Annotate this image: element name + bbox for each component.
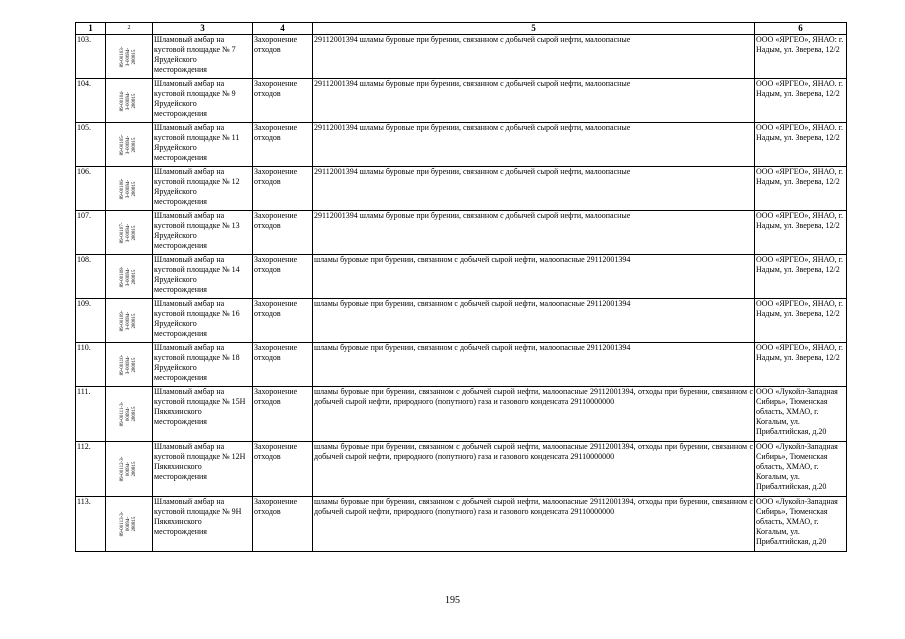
waste-types: шламы буровые при бурении, связанном с добычей сырой нефти, малоопасные 29112001394 — [313, 255, 755, 299]
object-name: Шламовый амбар на кустовой площадке № 16 Ярудейского месторождения — [153, 299, 253, 343]
operator-organization: ООО «ЯРГЕО», ЯНАО, г. Надым, ул. Зверева, 12/2 — [755, 299, 847, 343]
operator-organization: ООО «Лукойл-Западная Сибирь», Тюменская область, ХМАО, г. Когалым, ул. Прибалтийская, д.20 — [755, 442, 847, 497]
object-name: Шламовый амбар на кустовой площадке № 18 Ярудейского месторождения — [153, 343, 253, 387]
object-purpose: Захоронение отходов — [253, 167, 313, 211]
row-number: 106. — [76, 167, 106, 211]
object-name: Шламовый амбар на кустовой площадке № 9 Ярудейского месторождения — [153, 79, 253, 123]
object-name: Шламовый амбар на кустовой площадке № 14 Ярудейского месторождения — [153, 255, 253, 299]
waste-types: шламы буровые при бурении, связанном с добычей сырой нефти, малоопасные 29112001394 — [313, 299, 755, 343]
registry-code: 89-00108- З-00694- 280815 — [120, 266, 137, 287]
row-number: 108. — [76, 255, 106, 299]
registry-code: 89-00109- З-00694- 280815 — [120, 310, 137, 331]
operator-organization: ООО «ЯРГЕО», ЯНАО, г. Надым, ул. Зверева, 12/2 — [755, 211, 847, 255]
waste-types: шламы буровые при бурении, связанном с добычей сырой нефти, малоопасные 29112001394, отходы при бурении, связанном с добычей сырой нефти, природного (попутного) газа и газового конденсата 29110000000 — [313, 442, 755, 497]
row-number: 111. — [76, 387, 106, 442]
object-purpose: Захоронение отходов — [253, 123, 313, 167]
object-purpose: Захоронение отходов — [253, 211, 313, 255]
row-number: 104. — [76, 79, 106, 123]
table-row — [76, 343, 847, 387]
header-col-1: 1 — [76, 23, 106, 35]
registry-code: 89-00107- З-00694- 280815 — [120, 222, 137, 243]
registry-code: 89-00106- З-00694- 280815 — [120, 178, 137, 199]
waste-types: шламы буровые при бурении, связанном с добычей сырой нефти, малоопасные 29112001394, отходы при бурении, связанном с добычей сырой нефти, природного (попутного) газа и газового конденсата 29110000000 — [313, 387, 755, 442]
row-number: 113. — [76, 497, 106, 552]
registry-table — [75, 22, 847, 552]
row-number: 103. — [76, 35, 106, 79]
registry-code: 89-00112-З- 00694- 280815 — [120, 456, 137, 482]
waste-types: 29112001394 шламы буровые при бурении, связанном с добычей сырой нефти, малоопасные — [313, 35, 755, 79]
row-number: 105. — [76, 123, 106, 167]
table-row — [76, 167, 847, 211]
waste-types: 29112001394 шламы буровые при бурении, связанном с добычей сырой нефти, малоопасные — [313, 123, 755, 167]
header-col-4: 4 — [253, 23, 313, 35]
table-row — [76, 497, 847, 552]
object-purpose: Захоронение отходов — [253, 255, 313, 299]
operator-organization: ООО «Лукойл-Западная Сибирь», Тюменская область, ХМАО, г. Когалым, ул. Прибалтийская, д.20 — [755, 387, 847, 442]
operator-organization: ООО «ЯРГЕО», ЯНАО, г. Надым, ул. Зверева, 12/2 — [755, 167, 847, 211]
operator-organization: ООО «ЯРГЕО», ЯНАО, г. Надым, ул. Зверева, 12/2 — [755, 255, 847, 299]
row-number: 110. — [76, 343, 106, 387]
waste-types: 29112001394 шламы буровые при бурении, связанном с добычей сырой нефти, малоопасные — [313, 211, 755, 255]
table-row — [76, 299, 847, 343]
header-col-6: 6 — [755, 23, 847, 35]
row-number: 112. — [76, 442, 106, 497]
registry-code: 89-00111-З- 00694- 280815 — [120, 401, 137, 427]
object-name: Шламовый амбар на кустовой площадке № 12 Ярудейского месторождения — [153, 167, 253, 211]
registry-code: 89-00104- З-00694- 280815 — [120, 90, 137, 111]
object-purpose: Захоронение отходов — [253, 343, 313, 387]
waste-types: шламы буровые при бурении, связанном с добычей сырой нефти, малоопасные 29112001394 — [313, 343, 755, 387]
operator-organization: ООО «ЯРГЕО», ЯНАО. г. Надым, ул. Зверева, 12/2 — [755, 123, 847, 167]
object-purpose: Захоронение отходов — [253, 442, 313, 497]
header-col-2: 2 — [106, 23, 153, 35]
object-purpose: Захоронение отходов — [253, 299, 313, 343]
waste-types: шламы буровые при бурении, связанном с добычей сырой нефти, малоопасные 29112001394, отходы при бурении, связанном с добычей сырой нефти, природного (попутного) газа и газового конденсата 29110000000 — [313, 497, 755, 552]
table-row — [76, 442, 847, 497]
table-row — [76, 123, 847, 167]
row-number: 107. — [76, 211, 106, 255]
table-row — [76, 211, 847, 255]
table-row — [76, 79, 847, 123]
object-name: Шламовый амбар на кустовой площадке № 12Н Пякяхинского месторождения — [153, 442, 253, 497]
operator-organization: ООО «ЯРГЕО», ЯНАО: г. Надым, ул. Зверева, 12/2 — [755, 35, 847, 79]
object-name: Шламовый амбар на кустовой площадке № 9Н Пякяхинского месторождения — [153, 497, 253, 552]
header-col-3: 3 — [153, 23, 253, 35]
object-purpose: Захоронение отходов — [253, 387, 313, 442]
header-row — [76, 23, 847, 35]
object-name: Шламовый амбар на кустовой площадке № 11 Ярудейского месторождения — [153, 123, 253, 167]
row-number: 109. — [76, 299, 106, 343]
table-row — [76, 35, 847, 79]
object-name: Шламовый амбар на кустовой площадке № 13 Ярудейского месторождения — [153, 211, 253, 255]
object-name: Шламовый амбар на кустовой площадке № 7 Ярудейского месторождения — [153, 35, 253, 79]
operator-organization: ООО «ЯРГЕО», ЯНАО, г. Надым, ул. Зверева, 12/2 — [755, 343, 847, 387]
operator-organization: ООО «ЯРГЕО», ЯНАО. г. Надым, ул. Зверева, 12/2 — [755, 79, 847, 123]
page-number: 195 — [445, 595, 460, 606]
registry-code: 89-00103- З-00694- 280815 — [120, 46, 137, 67]
registry-code: 89-00110- З-00694- 280815 — [120, 354, 137, 375]
object-purpose: Захоронение отходов — [253, 79, 313, 123]
table-row — [76, 255, 847, 299]
object-purpose: Захоронение отходов — [253, 497, 313, 552]
registry-code: 89-00113-З- 00694- 280815 — [120, 511, 137, 537]
registry-code: 89-00105- З-00694- 280815 — [120, 134, 137, 155]
operator-organization: ООО «Лукойл-Западная Сибирь», Тюменская область, ХМАО, г. Когалым, ул. Прибалтийская, д.20 — [755, 497, 847, 552]
table-row — [76, 387, 847, 442]
waste-types: 29112001394 шламы буровые при бурении, связанном с добычей сырой нефти, малоопасные — [313, 167, 755, 211]
waste-types: 29112001394 шламы буровые при бурении, связанном с добычей сырой нефти, малоопасные — [313, 79, 755, 123]
object-purpose: Захоронение отходов — [253, 35, 313, 79]
header-col-5: 5 — [313, 23, 755, 35]
object-name: Шламовый амбар на кустовой площадке № 15Н Пякяхинского месторождения — [153, 387, 253, 442]
